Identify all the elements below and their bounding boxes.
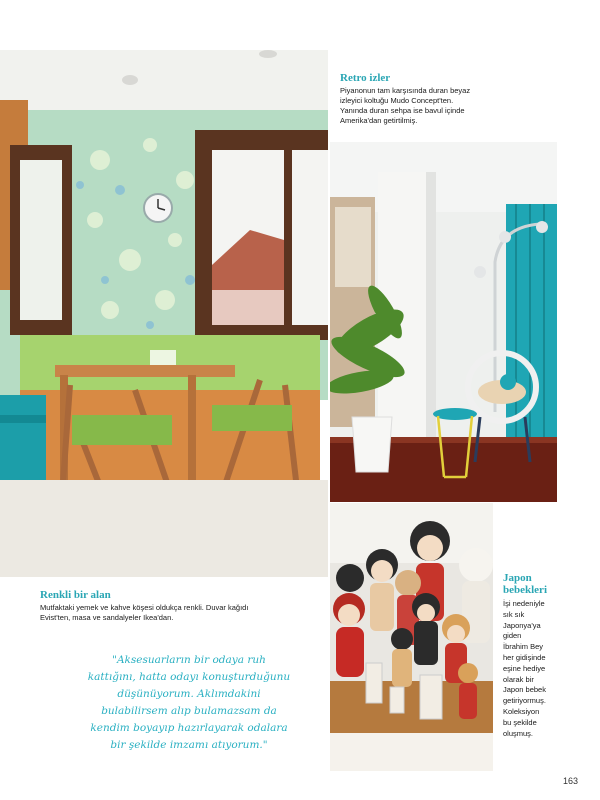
renkli-heading: Renkli bir alan [40,589,111,601]
retro-heading: Retro izler [340,72,391,84]
caption-line: Amerika'dan getirtilmiş. [340,116,418,125]
caption-line: getiriyormuş. [503,696,546,706]
caption-line: İbrahim Bey [503,642,544,652]
caption-line: olarak bir [503,674,534,684]
pull-quote [58,652,320,754]
japon-caption [503,599,573,739]
caption-line: oluşmuş. [503,728,534,738]
heading-line: Japon [503,572,532,584]
caption-line: Japon bebek [503,685,546,695]
quote-line: bir şekilde imzamı atıyorum." [110,739,268,751]
caption-line: giden [503,631,522,641]
kitchen-photo [0,50,328,577]
caption-line: Mutfaktaki yemek ve kahve köşesi oldukça renkli. Duvar kağıdı [40,603,249,612]
caption-line: izleyici koltuğu Mudo Concept'ten. [340,96,454,105]
heading-line: bebekleri [503,584,547,596]
caption-line: bu şekilde [503,717,537,727]
retro-caption [340,86,540,126]
living-room-photo [330,142,557,502]
caption-line: Japonya'ya [503,620,541,630]
caption-line: İşi nedeniyle [503,599,545,608]
quote-line: kendim boyayıp hazırlayarak odalara [90,722,288,734]
caption-line: her gidişinde [503,652,546,662]
caption-line: eşine hediye [503,663,546,673]
japanese-dolls-photo [330,503,493,771]
caption-line: Piyanonun tam karşısında duran beyaz [340,86,471,95]
quote-line: bulabilirsem alıp bulamazsam da [101,705,277,717]
japon-heading [503,572,547,596]
renkli-caption [40,603,325,623]
page-number: 163 [562,776,578,786]
caption-line: Yanında duran sehpa ise bavul içinde [340,106,465,115]
caption-line: Evist'ten, masa ve sandalyeler Ikea'dan. [40,613,174,622]
quote-line: "Aksesuarların bir odaya ruh [112,654,266,666]
quote-line: düşünüyorum. Aklımdakini [117,688,261,700]
caption-line: sık sık [503,609,525,619]
caption-line: Koleksiyon [503,706,540,716]
quote-line: kattığını, hatta odayı konuşturduğunu [87,671,291,683]
